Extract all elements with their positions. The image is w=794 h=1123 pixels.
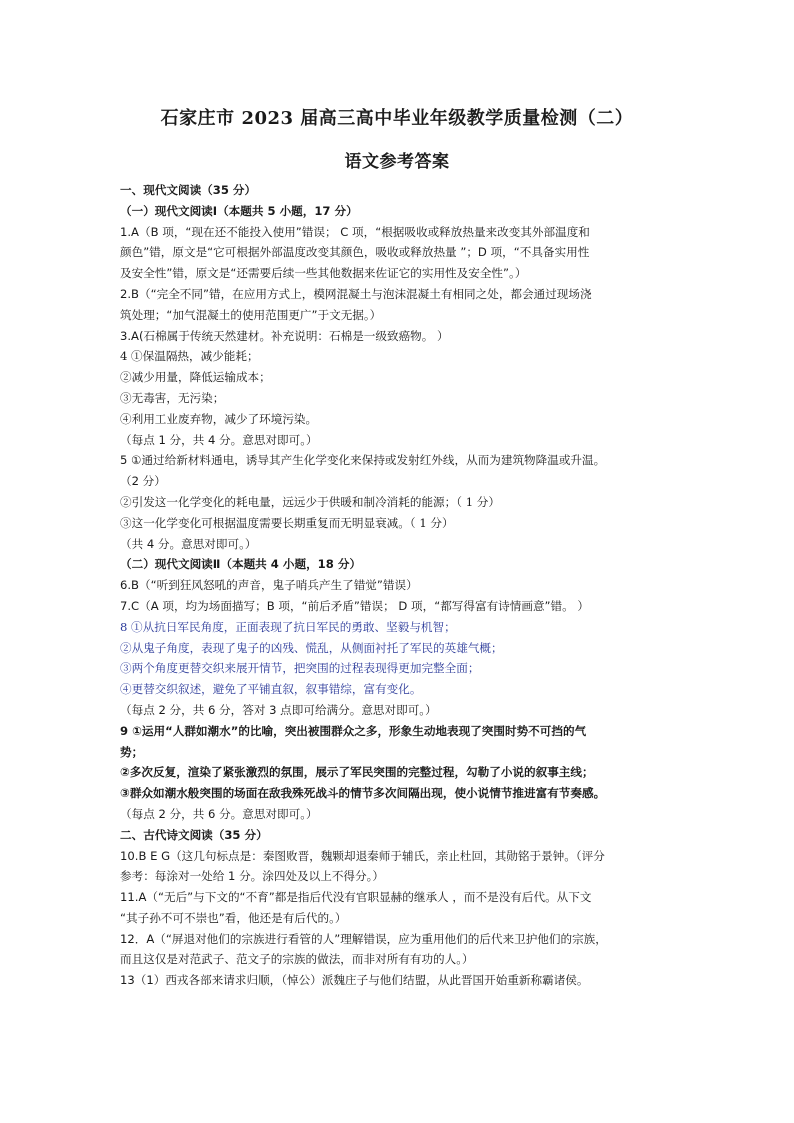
answer-line: 10.B E G（这几句标点是：秦图败晋，魏颗却退秦师于辅氏，亲止杜回，其勋铭于景钟。（评分 bbox=[120, 848, 605, 863]
answer-line: ③无毒害，无污染； bbox=[120, 390, 225, 405]
answer-line: ②从鬼子角度，表现了鬼子的凶残、慌乱，从侧面衬托了军民的英雄气概； bbox=[120, 640, 503, 655]
answer-line: 颜色”错，原文是“它可根据外部温度改变其颜色，吸收或释放热量 ”；D 项，“不具备实用性 bbox=[120, 245, 590, 260]
answer-line: ④更替交织叙述，避免了平铺直叙，叙事错综，富有变化。 bbox=[120, 682, 422, 697]
subsection-heading: （一）现代文阅读Ⅰ（本题共 5 小题，17 分） bbox=[120, 203, 358, 218]
answer-line: 1.A（B 项，“现在还不能投入使用”错误； C 项，“根据吸收或释放热量来改变其外部温度和 bbox=[120, 224, 590, 239]
answer-line: 2.B（“完全不同”错，在应用方式上，模网混凝土与泡沫混凝土有相同之处，都会通过现场浇 bbox=[120, 286, 592, 301]
answer-line: 而且这仅是对范武子、范文子的宗族的做法，而非对所有有功的人。） bbox=[120, 952, 474, 967]
scoring-note: （共 4 分。意思对即可。） bbox=[120, 536, 257, 551]
answer-line: 12．A（“屏退对他们的宗族进行看管的人”理解错误，应为重用他们的后代来卫护他们的宗族， bbox=[120, 931, 607, 946]
answer-line: “其子孙不可不崇也”看，他还是有后代的。） bbox=[120, 910, 347, 925]
answer-line: 及安全性”错，原文是“还需要后续一些其他数据来佐证它的实用性及安全性”。） bbox=[120, 266, 527, 281]
answer-line: 9 ①运用“人群如潮水”的比喻，突出被围群众之多，形象生动地表现了突围时势不可挡的气 bbox=[120, 723, 587, 738]
document-subtitle: 语文参考答案 bbox=[344, 152, 450, 172]
scoring-note: （每点 1 分，共 4 分。意思对即可。） bbox=[120, 432, 318, 447]
section-heading: 一、现代文阅读（35 分） bbox=[120, 183, 257, 197]
answer-line: ③这一化学变化可根据温度需要长期重复而无明显衰减。（ 1 分） bbox=[120, 515, 454, 530]
answer-line: 筑处理；“加气混凝土的使用范围更广”于文无据。） bbox=[120, 307, 382, 322]
document-title: 石家庄市 2023 届高三高中毕业年级教学质量检测（二） bbox=[160, 108, 634, 129]
answer-line: 6.B（“听到狂风怒吼的声音，鬼子哨兵产生了错觉”错误） bbox=[120, 578, 418, 593]
answer-line: ③群众如潮水般突围的场面在敌我殊死战斗的情节多次间隔出现，使小说情节推进富有节奏感。 bbox=[120, 786, 606, 801]
answer-line: （2 分） bbox=[120, 474, 166, 489]
answer-line: 势； bbox=[120, 744, 144, 759]
subsection-heading: （二）现代文阅读Ⅱ（本题共 4 小题，18 分） bbox=[120, 557, 362, 572]
answer-line: 7.C（A 项，均为场面描写；B 项，“前后矛盾”错误； D 项，“都写得富有诗情画意”错。 ） bbox=[120, 598, 590, 613]
answer-line: 13（1）西戎各部来请求归顺，（悼公）派魏庄子与他们结盟，从此晋国开始重新称霸诸侯。 bbox=[120, 973, 589, 988]
answer-line: 11.A（“无后”与下文的“不育”都是指后代没有官职显赫的继承人 ，而不是没有后代。从下文 bbox=[120, 890, 592, 905]
answer-line: ②减少用量，降低运输成本； bbox=[120, 370, 271, 385]
answer-line: ②引发这一化学变化的耗电量，远远少于供暖和制冷消耗的能源；（ 1 分） bbox=[120, 494, 500, 509]
scoring-note: （每点 2 分，共 6 分。意思对即可。） bbox=[120, 806, 318, 821]
answer-line: 参考：每涂对一处给 1 分。涂四处及以上不得分。） bbox=[120, 869, 385, 884]
answer-line: 3.A(石棉属于传统天然建材。补充说明：石棉是一级致癌物。 ） bbox=[120, 328, 449, 343]
answer-line: 5 ①通过给新材料通电，诱导其产生化学变化来保持或发射红外线，从而为建筑物降温或升温。 bbox=[120, 453, 606, 468]
answer-line: ③两个角度更替交织来展开情节，把突围的过程表现得更加完整全面； bbox=[120, 661, 480, 676]
answer-line: 8 ①从抗日军民角度，正面表现了抗日军民的勇敢、坚毅与机智； bbox=[120, 619, 456, 634]
answer-line: ②多次反复，渲染了紧张激烈的氛围，展示了军民突围的完整过程，勾勒了小说的叙事主线； bbox=[120, 765, 594, 780]
answer-line: ④利用工业废弃物，减少了环境污染。 bbox=[120, 411, 318, 426]
answer-line: 4 ①保温隔热，减少能耗； bbox=[120, 349, 259, 364]
scoring-note: （每点 2 分，共 6 分，答对 3 点即可给满分。意思对即可。） bbox=[120, 702, 437, 717]
section-heading: 二、古代诗文阅读（35 分） bbox=[120, 827, 268, 842]
answer-body bbox=[120, 180, 690, 991]
